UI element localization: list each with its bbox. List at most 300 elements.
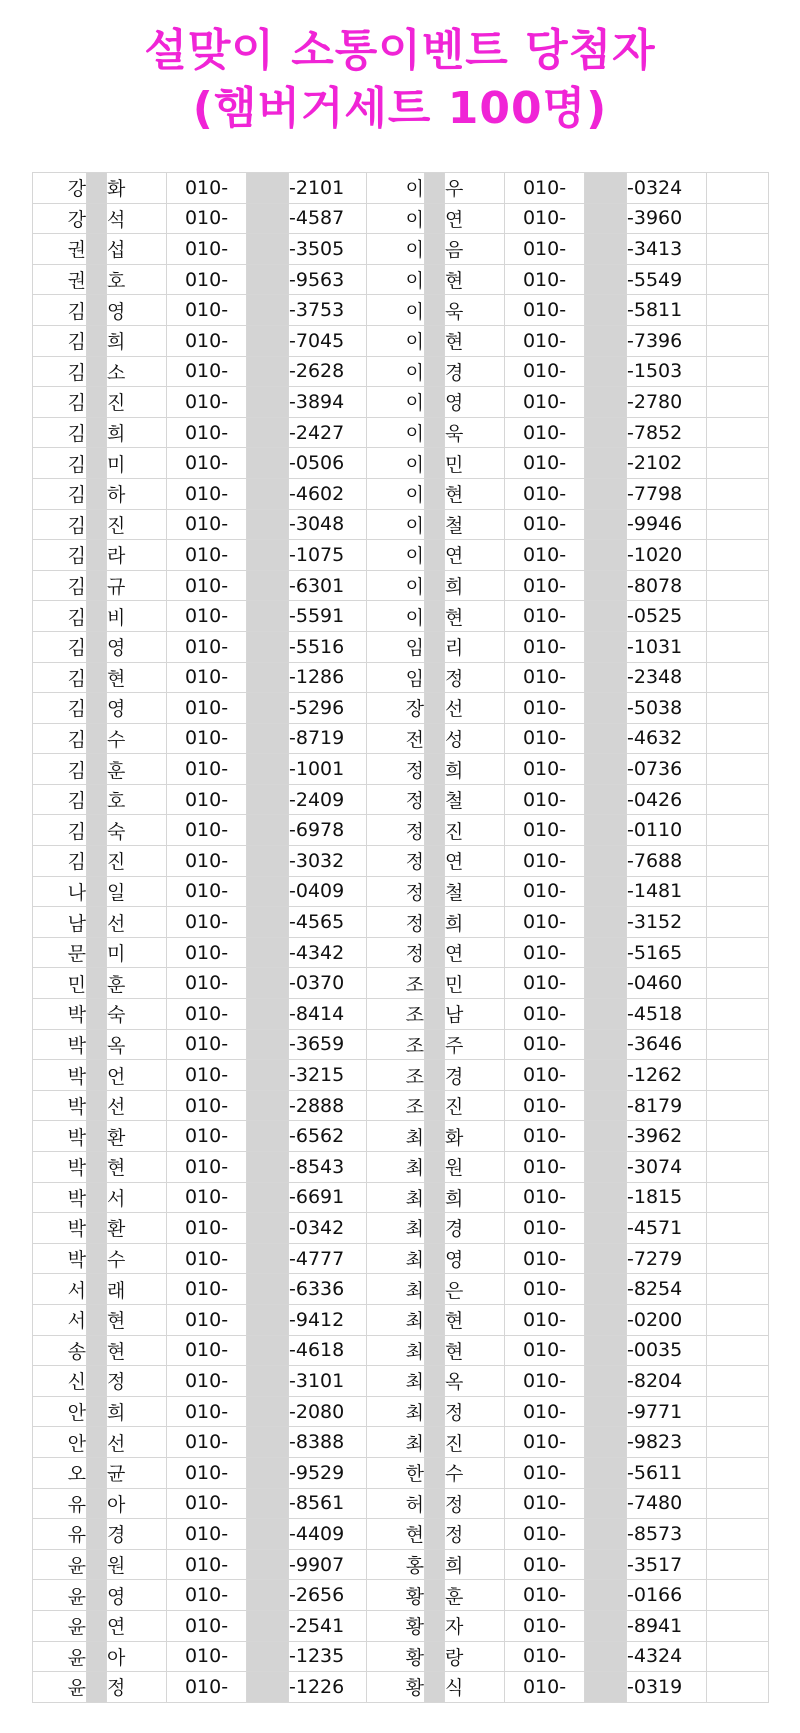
left-masked-phone	[247, 1304, 289, 1335]
left-masked-phone	[247, 387, 289, 418]
table-cell-empty	[707, 1457, 769, 1488]
table-cell-empty	[707, 815, 769, 846]
right-surname: 이	[367, 356, 425, 387]
left-given-name: 미	[107, 937, 167, 968]
right-masked-phone	[585, 203, 627, 234]
left-given-name: 훈	[107, 754, 167, 785]
right-masked-name	[425, 754, 445, 785]
left-phone-prefix: 010-	[167, 1519, 247, 1550]
table-cell-empty	[707, 754, 769, 785]
left-masked-name	[87, 1488, 107, 1519]
right-phone-prefix: 010-	[505, 1672, 585, 1703]
left-surname: 김	[33, 723, 87, 754]
table-cell-empty	[707, 1519, 769, 1550]
left-phone-prefix: 010-	[167, 570, 247, 601]
left-given-name: 호	[107, 784, 167, 815]
right-given-name: 희	[445, 570, 505, 601]
left-surname: 권	[33, 264, 87, 295]
table-row	[33, 173, 769, 204]
left-phone-prefix: 010-	[167, 876, 247, 907]
right-masked-name	[425, 173, 445, 204]
left-phone-prefix: 010-	[167, 509, 247, 540]
left-phone-suffix: -5591	[289, 601, 367, 632]
left-masked-name	[87, 601, 107, 632]
right-phone-suffix: -8078	[627, 570, 707, 601]
left-masked-name	[87, 631, 107, 662]
left-masked-phone	[247, 1182, 289, 1213]
left-given-name: 희	[107, 417, 167, 448]
right-given-name: 수	[445, 1457, 505, 1488]
right-masked-phone	[585, 1549, 627, 1580]
left-given-name: 현	[107, 662, 167, 693]
left-surname: 김	[33, 784, 87, 815]
left-masked-name	[87, 1366, 107, 1397]
left-masked-name	[87, 1335, 107, 1366]
right-surname: 이	[367, 448, 425, 479]
right-masked-name	[425, 1182, 445, 1213]
right-phone-suffix: -5611	[627, 1457, 707, 1488]
right-masked-name	[425, 203, 445, 234]
right-masked-phone	[585, 631, 627, 662]
left-given-name: 아	[107, 1488, 167, 1519]
left-phone-suffix: -5296	[289, 693, 367, 724]
right-masked-name	[425, 1335, 445, 1366]
left-masked-name	[87, 1152, 107, 1183]
left-masked-phone	[247, 1152, 289, 1183]
right-phone-suffix: -1020	[627, 540, 707, 571]
left-phone-suffix: -9529	[289, 1457, 367, 1488]
left-surname: 김	[33, 356, 87, 387]
left-masked-phone	[247, 693, 289, 724]
left-phone-suffix: -1001	[289, 754, 367, 785]
right-surname: 정	[367, 937, 425, 968]
right-masked-name	[425, 1121, 445, 1152]
left-phone-suffix: -0506	[289, 448, 367, 479]
left-surname: 박	[33, 1182, 87, 1213]
left-phone-suffix: -8388	[289, 1427, 367, 1458]
table-row	[33, 1549, 769, 1580]
right-phone-prefix: 010-	[505, 1549, 585, 1580]
table-cell-empty	[707, 1090, 769, 1121]
right-given-name: 철	[445, 876, 505, 907]
left-given-name: 옥	[107, 1029, 167, 1060]
right-surname: 최	[367, 1427, 425, 1458]
right-phone-suffix: -3517	[627, 1549, 707, 1580]
right-masked-name	[425, 846, 445, 877]
left-phone-suffix: -3505	[289, 234, 367, 265]
left-phone-suffix: -5516	[289, 631, 367, 662]
right-surname: 최	[367, 1274, 425, 1305]
left-masked-name	[87, 846, 107, 877]
left-phone-suffix: -1075	[289, 540, 367, 571]
right-masked-name	[425, 1457, 445, 1488]
left-masked-phone	[247, 417, 289, 448]
right-phone-suffix: -7852	[627, 417, 707, 448]
left-masked-name	[87, 325, 107, 356]
right-phone-suffix: -0324	[627, 173, 707, 204]
left-masked-name	[87, 478, 107, 509]
left-given-name: 진	[107, 509, 167, 540]
left-phone-suffix: -6301	[289, 570, 367, 601]
right-phone-suffix: -0525	[627, 601, 707, 632]
table-row	[33, 295, 769, 326]
table-cell-empty	[707, 325, 769, 356]
right-masked-phone	[585, 876, 627, 907]
right-phone-prefix: 010-	[505, 968, 585, 999]
right-phone-prefix: 010-	[505, 264, 585, 295]
table-row	[33, 1488, 769, 1519]
left-masked-name	[87, 1274, 107, 1305]
left-masked-phone	[247, 356, 289, 387]
right-phone-prefix: 010-	[505, 815, 585, 846]
left-surname: 남	[33, 907, 87, 938]
left-given-name: 현	[107, 1152, 167, 1183]
left-given-name: 정	[107, 1672, 167, 1703]
left-phone-prefix: 010-	[167, 1366, 247, 1397]
left-masked-name	[87, 1304, 107, 1335]
left-masked-phone	[247, 1029, 289, 1060]
table-cell-empty	[707, 1396, 769, 1427]
right-masked-name	[425, 356, 445, 387]
right-surname: 최	[367, 1213, 425, 1244]
left-surname: 김	[33, 601, 87, 632]
table-row	[33, 1090, 769, 1121]
left-surname: 윤	[33, 1549, 87, 1580]
left-masked-phone	[247, 1243, 289, 1274]
right-given-name: 영	[445, 387, 505, 418]
right-phone-prefix: 010-	[505, 999, 585, 1030]
right-masked-phone	[585, 540, 627, 571]
right-given-name: 희	[445, 1182, 505, 1213]
left-surname: 김	[33, 662, 87, 693]
left-surname: 문	[33, 937, 87, 968]
winners-table-body	[33, 173, 769, 1703]
table-row	[33, 1457, 769, 1488]
table-cell-empty	[707, 662, 769, 693]
right-masked-name	[425, 631, 445, 662]
table-row	[33, 723, 769, 754]
right-surname: 조	[367, 1060, 425, 1091]
table-row	[33, 1396, 769, 1427]
left-surname: 서	[33, 1274, 87, 1305]
right-surname: 임	[367, 631, 425, 662]
left-given-name: 섭	[107, 234, 167, 265]
left-phone-suffix: -0370	[289, 968, 367, 999]
right-masked-phone	[585, 601, 627, 632]
right-surname: 이	[367, 234, 425, 265]
right-given-name: 성	[445, 723, 505, 754]
table-cell-empty	[707, 1060, 769, 1091]
left-given-name: 언	[107, 1060, 167, 1091]
left-phone-suffix: -2656	[289, 1580, 367, 1611]
left-masked-phone	[247, 1549, 289, 1580]
table-row	[33, 999, 769, 1030]
table-cell-empty	[707, 509, 769, 540]
left-masked-phone	[247, 999, 289, 1030]
left-phone-prefix: 010-	[167, 1549, 247, 1580]
right-phone-prefix: 010-	[505, 1121, 585, 1152]
left-phone-suffix: -6562	[289, 1121, 367, 1152]
left-masked-name	[87, 1457, 107, 1488]
table-cell-empty	[707, 1580, 769, 1611]
right-phone-prefix: 010-	[505, 1152, 585, 1183]
left-masked-name	[87, 448, 107, 479]
table-row	[33, 968, 769, 999]
left-phone-prefix: 010-	[167, 1274, 247, 1305]
right-phone-prefix: 010-	[505, 1610, 585, 1641]
right-phone-suffix: -9771	[627, 1396, 707, 1427]
left-given-name: 영	[107, 693, 167, 724]
left-given-name: 수	[107, 1243, 167, 1274]
table-cell-empty	[707, 1182, 769, 1213]
right-given-name: 은	[445, 1274, 505, 1305]
left-phone-prefix: 010-	[167, 937, 247, 968]
right-masked-name	[425, 478, 445, 509]
right-phone-prefix: 010-	[505, 325, 585, 356]
left-surname: 안	[33, 1396, 87, 1427]
right-given-name: 정	[445, 662, 505, 693]
table-row	[33, 325, 769, 356]
right-phone-prefix: 010-	[505, 1366, 585, 1397]
right-surname: 최	[367, 1396, 425, 1427]
left-masked-name	[87, 570, 107, 601]
left-surname: 박	[33, 1090, 87, 1121]
right-phone-suffix: -9823	[627, 1427, 707, 1458]
right-phone-suffix: -5038	[627, 693, 707, 724]
right-masked-name	[425, 1274, 445, 1305]
left-masked-phone	[247, 264, 289, 295]
table-cell-empty	[707, 631, 769, 662]
right-masked-phone	[585, 387, 627, 418]
left-masked-phone	[247, 1090, 289, 1121]
left-masked-phone	[247, 1335, 289, 1366]
right-given-name: 정	[445, 1519, 505, 1550]
left-given-name: 수	[107, 723, 167, 754]
left-phone-prefix: 010-	[167, 1610, 247, 1641]
right-phone-prefix: 010-	[505, 1274, 585, 1305]
right-phone-suffix: -4518	[627, 999, 707, 1030]
left-phone-prefix: 010-	[167, 387, 247, 418]
right-masked-name	[425, 1243, 445, 1274]
left-phone-prefix: 010-	[167, 1182, 247, 1213]
left-masked-phone	[247, 1274, 289, 1305]
table-cell-empty	[707, 968, 769, 999]
left-phone-suffix: -3032	[289, 846, 367, 877]
left-phone-suffix: -2101	[289, 173, 367, 204]
right-given-name: 경	[445, 356, 505, 387]
right-masked-name	[425, 325, 445, 356]
right-masked-phone	[585, 1672, 627, 1703]
left-masked-name	[87, 662, 107, 693]
title-line-2: (햄버거세트 100명)	[192, 83, 608, 134]
left-masked-phone	[247, 203, 289, 234]
left-given-name: 화	[107, 173, 167, 204]
table-cell-empty	[707, 1366, 769, 1397]
right-masked-phone	[585, 815, 627, 846]
right-phone-prefix: 010-	[505, 937, 585, 968]
left-phone-prefix: 010-	[167, 1396, 247, 1427]
left-phone-prefix: 010-	[167, 1029, 247, 1060]
left-phone-prefix: 010-	[167, 540, 247, 571]
right-phone-prefix: 010-	[505, 1213, 585, 1244]
left-masked-phone	[247, 509, 289, 540]
table-cell-empty	[707, 1427, 769, 1458]
left-phone-prefix: 010-	[167, 325, 247, 356]
table-row	[33, 1060, 769, 1091]
right-phone-suffix: -7279	[627, 1243, 707, 1274]
right-phone-suffix: -0166	[627, 1580, 707, 1611]
right-phone-suffix: -1481	[627, 876, 707, 907]
right-masked-name	[425, 1488, 445, 1519]
left-given-name: 경	[107, 1519, 167, 1550]
right-masked-name	[425, 1090, 445, 1121]
left-masked-name	[87, 1090, 107, 1121]
left-masked-phone	[247, 1427, 289, 1458]
left-masked-phone	[247, 1457, 289, 1488]
right-phone-prefix: 010-	[505, 876, 585, 907]
table-cell-empty	[707, 1304, 769, 1335]
left-masked-name	[87, 784, 107, 815]
table-row	[33, 846, 769, 877]
left-masked-phone	[247, 1610, 289, 1641]
left-surname: 오	[33, 1457, 87, 1488]
left-phone-prefix: 010-	[167, 1427, 247, 1458]
right-given-name: 주	[445, 1029, 505, 1060]
left-masked-phone	[247, 540, 289, 571]
left-given-name: 하	[107, 478, 167, 509]
left-surname: 신	[33, 1366, 87, 1397]
left-masked-phone	[247, 1580, 289, 1611]
table-row	[33, 1335, 769, 1366]
left-phone-suffix: -4602	[289, 478, 367, 509]
right-masked-phone	[585, 1274, 627, 1305]
right-surname: 정	[367, 907, 425, 938]
left-phone-suffix: -3753	[289, 295, 367, 326]
right-masked-name	[425, 1519, 445, 1550]
right-surname: 조	[367, 999, 425, 1030]
right-masked-name	[425, 937, 445, 968]
left-phone-suffix: -6336	[289, 1274, 367, 1305]
table-row	[33, 1641, 769, 1672]
left-given-name: 현	[107, 1335, 167, 1366]
right-masked-phone	[585, 448, 627, 479]
left-given-name: 아	[107, 1641, 167, 1672]
left-surname: 윤	[33, 1580, 87, 1611]
right-phone-prefix: 010-	[505, 1396, 585, 1427]
right-masked-phone	[585, 662, 627, 693]
left-surname: 유	[33, 1519, 87, 1550]
left-masked-name	[87, 723, 107, 754]
left-given-name: 현	[107, 1304, 167, 1335]
left-phone-suffix: -4565	[289, 907, 367, 938]
table-row	[33, 448, 769, 479]
right-surname: 정	[367, 754, 425, 785]
left-masked-name	[87, 815, 107, 846]
right-phone-prefix: 010-	[505, 1335, 585, 1366]
left-phone-prefix: 010-	[167, 784, 247, 815]
right-phone-prefix: 010-	[505, 478, 585, 509]
winners-table	[32, 172, 769, 1703]
right-masked-name	[425, 693, 445, 724]
left-surname: 김	[33, 815, 87, 846]
table-row	[33, 570, 769, 601]
right-phone-suffix: -1262	[627, 1060, 707, 1091]
left-surname: 김	[33, 754, 87, 785]
right-surname: 조	[367, 968, 425, 999]
right-masked-phone	[585, 1090, 627, 1121]
right-masked-phone	[585, 570, 627, 601]
right-given-name: 영	[445, 1243, 505, 1274]
left-masked-phone	[247, 907, 289, 938]
left-masked-phone	[247, 601, 289, 632]
left-masked-name	[87, 754, 107, 785]
left-phone-prefix: 010-	[167, 1672, 247, 1703]
right-surname: 황	[367, 1610, 425, 1641]
right-surname: 황	[367, 1580, 425, 1611]
left-given-name: 진	[107, 387, 167, 418]
right-phone-prefix: 010-	[505, 1457, 585, 1488]
left-phone-prefix: 010-	[167, 1121, 247, 1152]
table-row	[33, 234, 769, 265]
right-surname: 정	[367, 784, 425, 815]
table-cell-empty	[707, 387, 769, 418]
right-given-name: 정	[445, 1396, 505, 1427]
left-surname: 김	[33, 631, 87, 662]
table-cell-empty	[707, 478, 769, 509]
right-given-name: 희	[445, 1549, 505, 1580]
left-masked-name	[87, 234, 107, 265]
left-phone-suffix: -4409	[289, 1519, 367, 1550]
left-masked-name	[87, 264, 107, 295]
right-phone-prefix: 010-	[505, 1243, 585, 1274]
left-phone-suffix: -8719	[289, 723, 367, 754]
table-cell-empty	[707, 417, 769, 448]
table-row	[33, 417, 769, 448]
left-phone-suffix: -9412	[289, 1304, 367, 1335]
right-phone-prefix: 010-	[505, 1580, 585, 1611]
table-row	[33, 754, 769, 785]
right-phone-suffix: -5549	[627, 264, 707, 295]
right-phone-suffix: -8254	[627, 1274, 707, 1305]
right-surname: 이	[367, 417, 425, 448]
right-masked-phone	[585, 1610, 627, 1641]
left-given-name: 정	[107, 1366, 167, 1397]
right-given-name: 랑	[445, 1641, 505, 1672]
right-masked-name	[425, 662, 445, 693]
right-surname: 이	[367, 173, 425, 204]
right-phone-suffix: -4571	[627, 1213, 707, 1244]
left-masked-name	[87, 907, 107, 938]
right-phone-prefix: 010-	[505, 1427, 585, 1458]
left-phone-suffix: -8414	[289, 999, 367, 1030]
left-phone-suffix: -2427	[289, 417, 367, 448]
table-row	[33, 540, 769, 571]
right-phone-suffix: -1815	[627, 1182, 707, 1213]
right-phone-suffix: -0460	[627, 968, 707, 999]
right-masked-phone	[585, 693, 627, 724]
left-phone-suffix: -9563	[289, 264, 367, 295]
right-phone-suffix: -5165	[627, 937, 707, 968]
table-row	[33, 662, 769, 693]
right-masked-name	[425, 540, 445, 571]
left-surname: 나	[33, 876, 87, 907]
left-phone-prefix: 010-	[167, 631, 247, 662]
right-given-name: 연	[445, 203, 505, 234]
left-phone-suffix: -4777	[289, 1243, 367, 1274]
table-cell-empty	[707, 601, 769, 632]
left-masked-name	[87, 509, 107, 540]
right-phone-suffix: -0736	[627, 754, 707, 785]
